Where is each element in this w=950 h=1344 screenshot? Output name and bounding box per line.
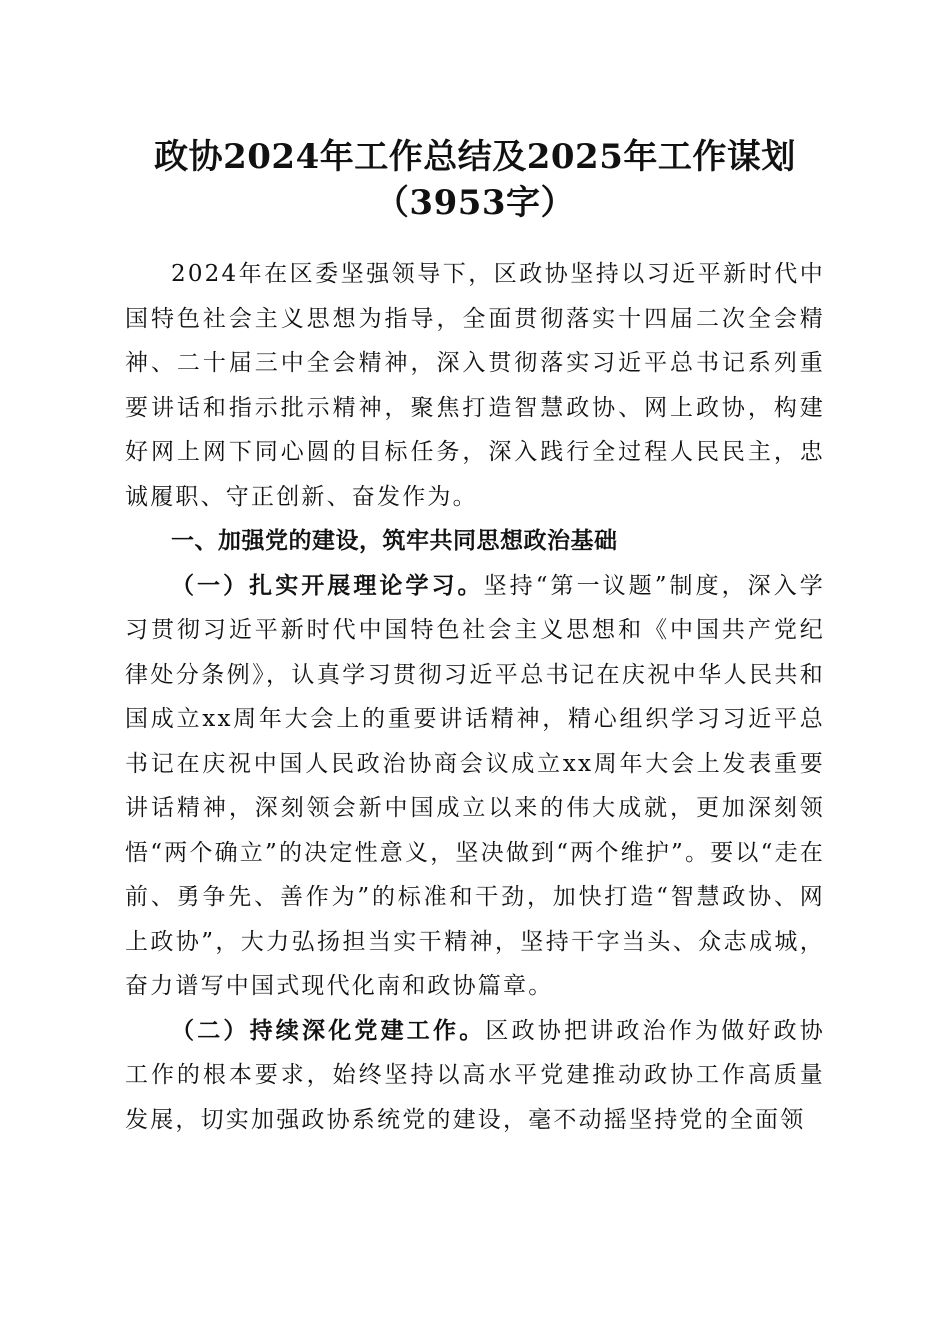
item-1-body: 坚持“第一议题”制度，深入学习贯彻习近平新时代中国特色社会主义思想和《中国共产党纪律处分条例》，认真学习贯彻习近平总书记在庆祝中华人民共和国成立xx周年大会上的重要讲话精神，精心组织学习习近平总书记在庆祝中国人民政治协商会议成立xx周年大会上发表重要讲话精神，深刻领会新中国成立以来的伟大成就，更加深刻领悟“两个确立”的决定性意义，坚决做到“两个维护”。要以“走在前、勇争先、善作为”的标准和干劲，加快打造“智慧政协、网上政协”，大力弘扬担当实干精神，坚持干字当头、众志成城，奋力谱写中国式现代化南和政协篇章。 (125, 572, 825, 999)
item-2-lead: （二）持续深化党建工作。 (171, 1016, 486, 1044)
document-subtitle: （3953字） (374, 183, 576, 223)
document-title-block (0, 134, 950, 226)
item-1-paragraph (125, 564, 825, 1009)
intro-paragraph: 2024年在区委坚强领导下，区政协坚持以习近平新时代中国特色社会主义思想为指导，全面贯彻落实十四届二次全会精神、二十届三中全会精神，深入贯彻落实习近平总书记系列重要讲话和指示批示精神，聚焦打造智慧政协、网上政协，构建好网上网下同心圆的目标任务，深入践行全过程人民民主，忠诚履职、守正创新、奋发作为。 (125, 261, 825, 510)
document-body (125, 252, 825, 1142)
document-title: 政协2024年工作总结及2025年工作谋划 (154, 137, 796, 177)
item-1-lead: （一）扎实开展理论学习。 (171, 571, 484, 599)
section-heading: 一、加强党的建设，筑牢共同思想政治基础 (171, 527, 618, 554)
item-2-paragraph (125, 1009, 825, 1143)
item-2-body: 区政协把讲政治作为做好政协工作的根本要求，始终坚持以高水平党建推动政协工作高质量发展，切实加强政协系统党的建设，毫不动摇坚持党的全面领 (125, 1017, 825, 1133)
